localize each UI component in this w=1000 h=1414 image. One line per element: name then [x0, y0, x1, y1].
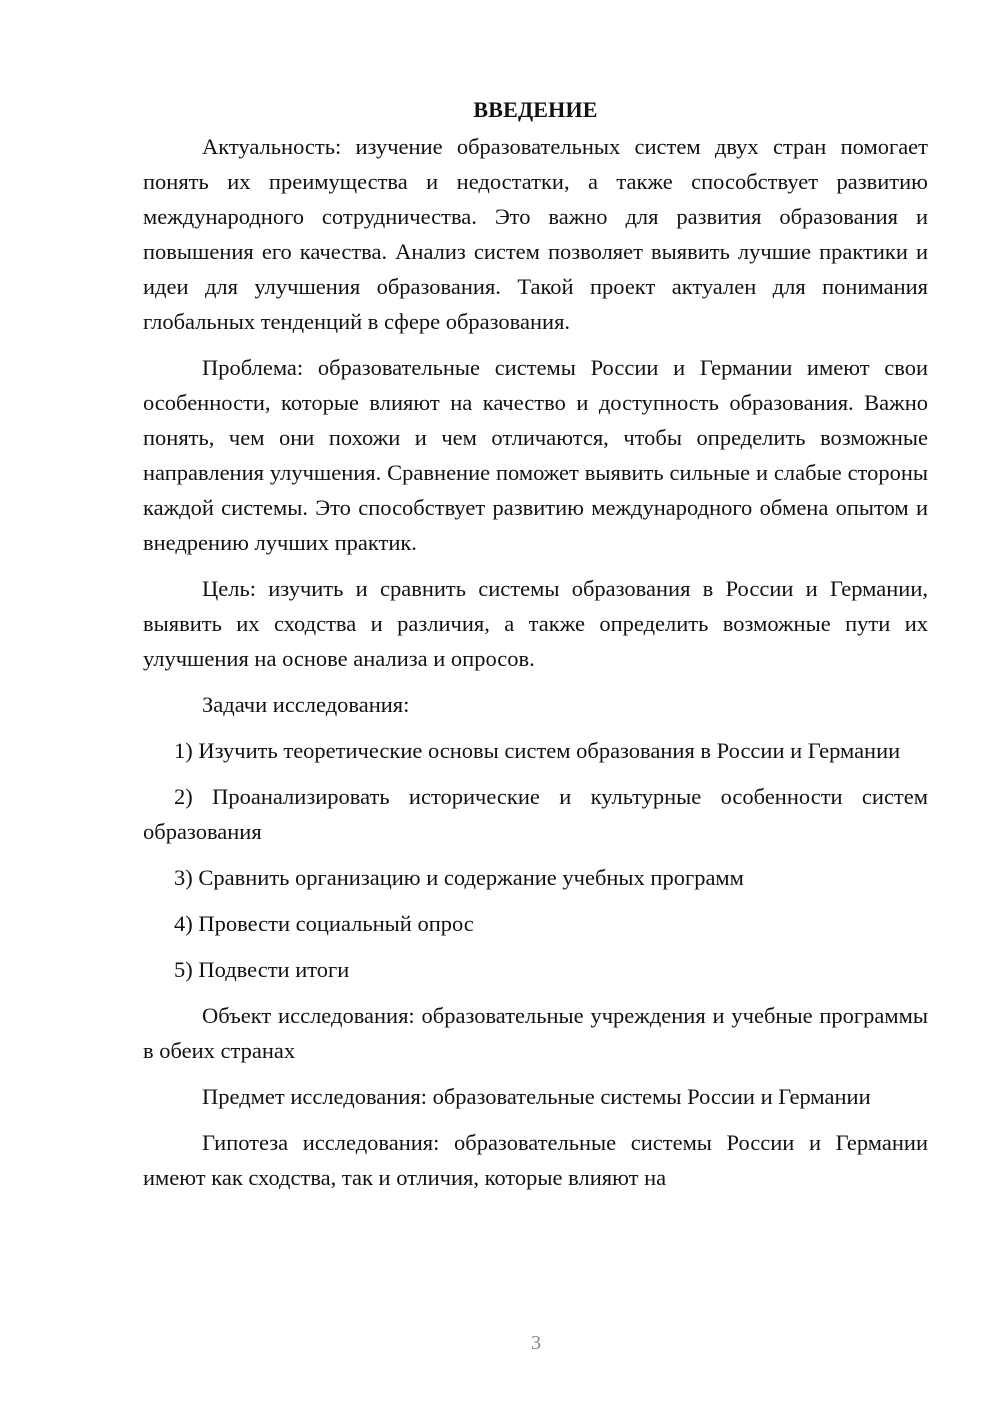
problem-paragraph: Проблема: образовательные системы России и Германии имеют свои особенности, которые влияют на качество и доступность образования. Важно понять, чем они похожи и чем отличаются, чтобы определить возможные направления улучшения. Сравнение поможет выявить сильные и слабые стороны каждой системы. Это способствует развитию международного обмена опытом и внедрению лучших практик.	[143, 355, 928, 555]
task-item-3: 3) Сравнить организацию и содержание учебных программ	[174, 865, 744, 890]
goal-paragraph: Цель: изучить и сравнить системы образования в России и Германии, выявить их сходства и различия, а также определить возможные пути их улучшения на основе анализа и опросов.	[143, 576, 928, 671]
task-item-5: 5) Подвести итоги	[174, 957, 350, 982]
tasks-heading: Задачи исследования:	[202, 692, 410, 717]
object-paragraph: Объект исследования: образовательные учреждения и учебные программы в обеих странах	[143, 1003, 928, 1063]
page-number: 3	[531, 1332, 541, 1354]
page-content	[143, 92, 928, 1195]
task-item-4: 4) Провести социальный опрос	[174, 911, 474, 936]
task-item-2: 2) Проанализировать исторические и культурные особенности систем образования	[143, 784, 928, 844]
hypothesis-paragraph: Гипотеза исследования: образовательные системы России и Германии имеют как сходства, так и отличия, которые влияют на	[143, 1130, 928, 1190]
section-title: ВВЕДЕНИЕ	[473, 97, 598, 122]
relevance-paragraph: Актуальность: изучение образовательных систем двух стран помогает понять их преимущества и недостатки, а также способствует развитию международного сотрудничества. Это важно для развития образования и повышения его качества. Анализ систем позволяет выявить лучшие практики и идеи для улучшения образования. Такой проект актуален для понимания глобальных тенденций в сфере образования.	[143, 134, 928, 334]
subject-paragraph: Предмет исследования: образовательные системы России и Германии	[202, 1084, 871, 1109]
task-item-1: 1) Изучить теоретические основы систем образования в России и Германии	[174, 738, 901, 763]
